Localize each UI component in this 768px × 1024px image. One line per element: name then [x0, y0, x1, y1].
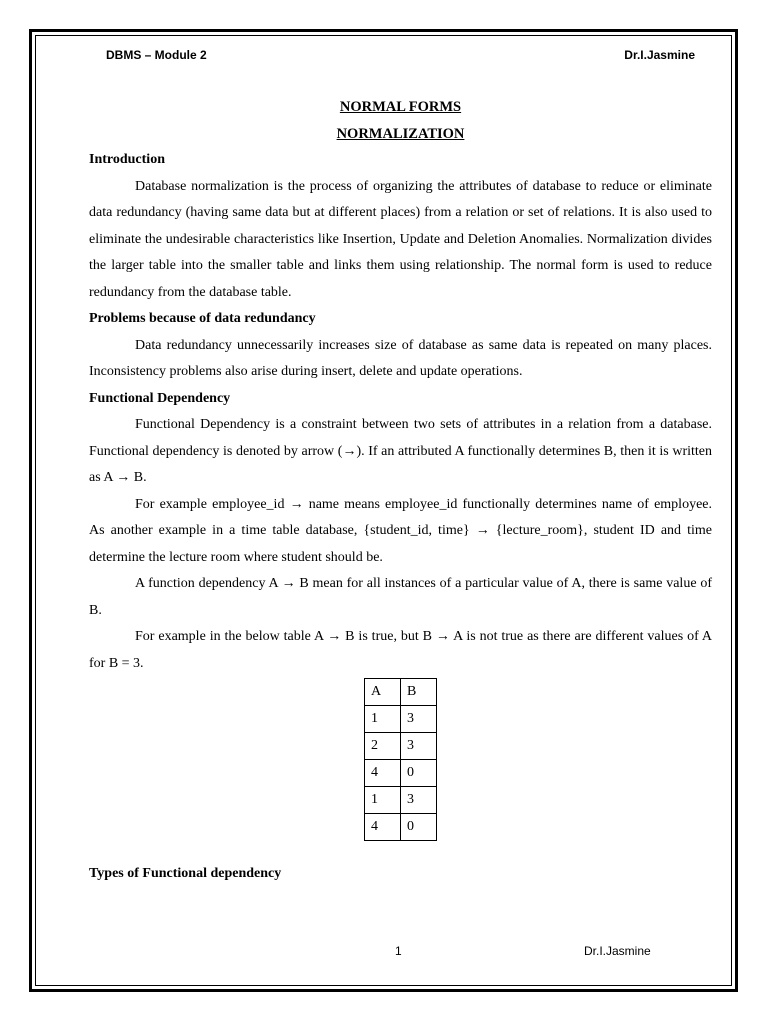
table-row — [365, 733, 437, 760]
paragraph-fd-3: A function dependency A → B mean for all instances of a particular value of A, there is same value of B. — [89, 576, 712, 618]
table-row — [365, 760, 437, 787]
paragraph-fd-4: For example in the below table A → B is true, but B → A is not true as there are different values of A for B = 3. — [89, 629, 712, 671]
table-cell: 3 — [401, 706, 437, 733]
heading-functional-dependency: Functional Dependency — [89, 390, 231, 406]
footer-page-number: 1 — [395, 944, 402, 958]
table-header-row — [365, 679, 437, 706]
table-row — [365, 706, 437, 733]
heading-problems: Problems because of data redundancy — [89, 311, 316, 326]
paragraph-introduction: Database normalization is the process of organizing the attributes of database to reduce or eliminate data redundancy (having same data but at different places) from a relation or set of relations. It is also used to eliminate the undesirable characteristics like Insertion, Update and Deletion Anomalies. Normalization divides the larger table into the smaller table and links them using relationship. The normal form is used to reduce redundancy from the database table. — [89, 178, 712, 300]
footer-author: Dr.I.Jasmine — [584, 944, 651, 958]
header-author: Dr.I.Jasmine — [624, 48, 695, 62]
table-header-cell: B — [401, 679, 437, 706]
paragraph-fd-1: Functional Dependency is a constraint between two sets of attributes in a relation from a database. Functional dependency is denoted by arrow (→). If an attributed A functionally determines B, then it is written as A → B. — [89, 417, 712, 485]
title-normalization: NORMALIZATION — [336, 125, 465, 142]
table-cell: 0 — [401, 760, 437, 787]
table-row — [365, 814, 437, 841]
fd-example-table — [364, 678, 437, 841]
table-header-cell: A — [365, 679, 401, 706]
table-cell: 1 — [365, 787, 401, 814]
table-cell: 3 — [401, 733, 437, 760]
paragraph-fd-2: For example employee_id → name means employee_id functionally determines name of employee. As another example in a time table database, {student_id, time} → {lecture_room}, student ID and time determine the lecture room where student should be. — [89, 496, 712, 565]
table-cell: 2 — [365, 733, 401, 760]
table-cell: 1 — [365, 706, 401, 733]
heading-types-fd: Types of Functional dependency — [89, 866, 282, 881]
paragraph-problems: Data redundancy unnecessarily increases size of database as same data is repeated on many places. Inconsistency problems also arise during insert, delete and update operations. — [89, 337, 712, 379]
header-module: DBMS – Module 2 — [106, 48, 207, 62]
heading-introduction: Introduction — [89, 152, 165, 167]
table-cell: 4 — [365, 760, 401, 787]
title-normal-forms: NORMAL FORMS — [339, 99, 462, 115]
table-cell: 0 — [401, 814, 437, 841]
table-cell: 4 — [365, 814, 401, 841]
document-body — [89, 94, 712, 888]
table-row — [365, 787, 437, 814]
table-cell: 3 — [401, 787, 437, 814]
